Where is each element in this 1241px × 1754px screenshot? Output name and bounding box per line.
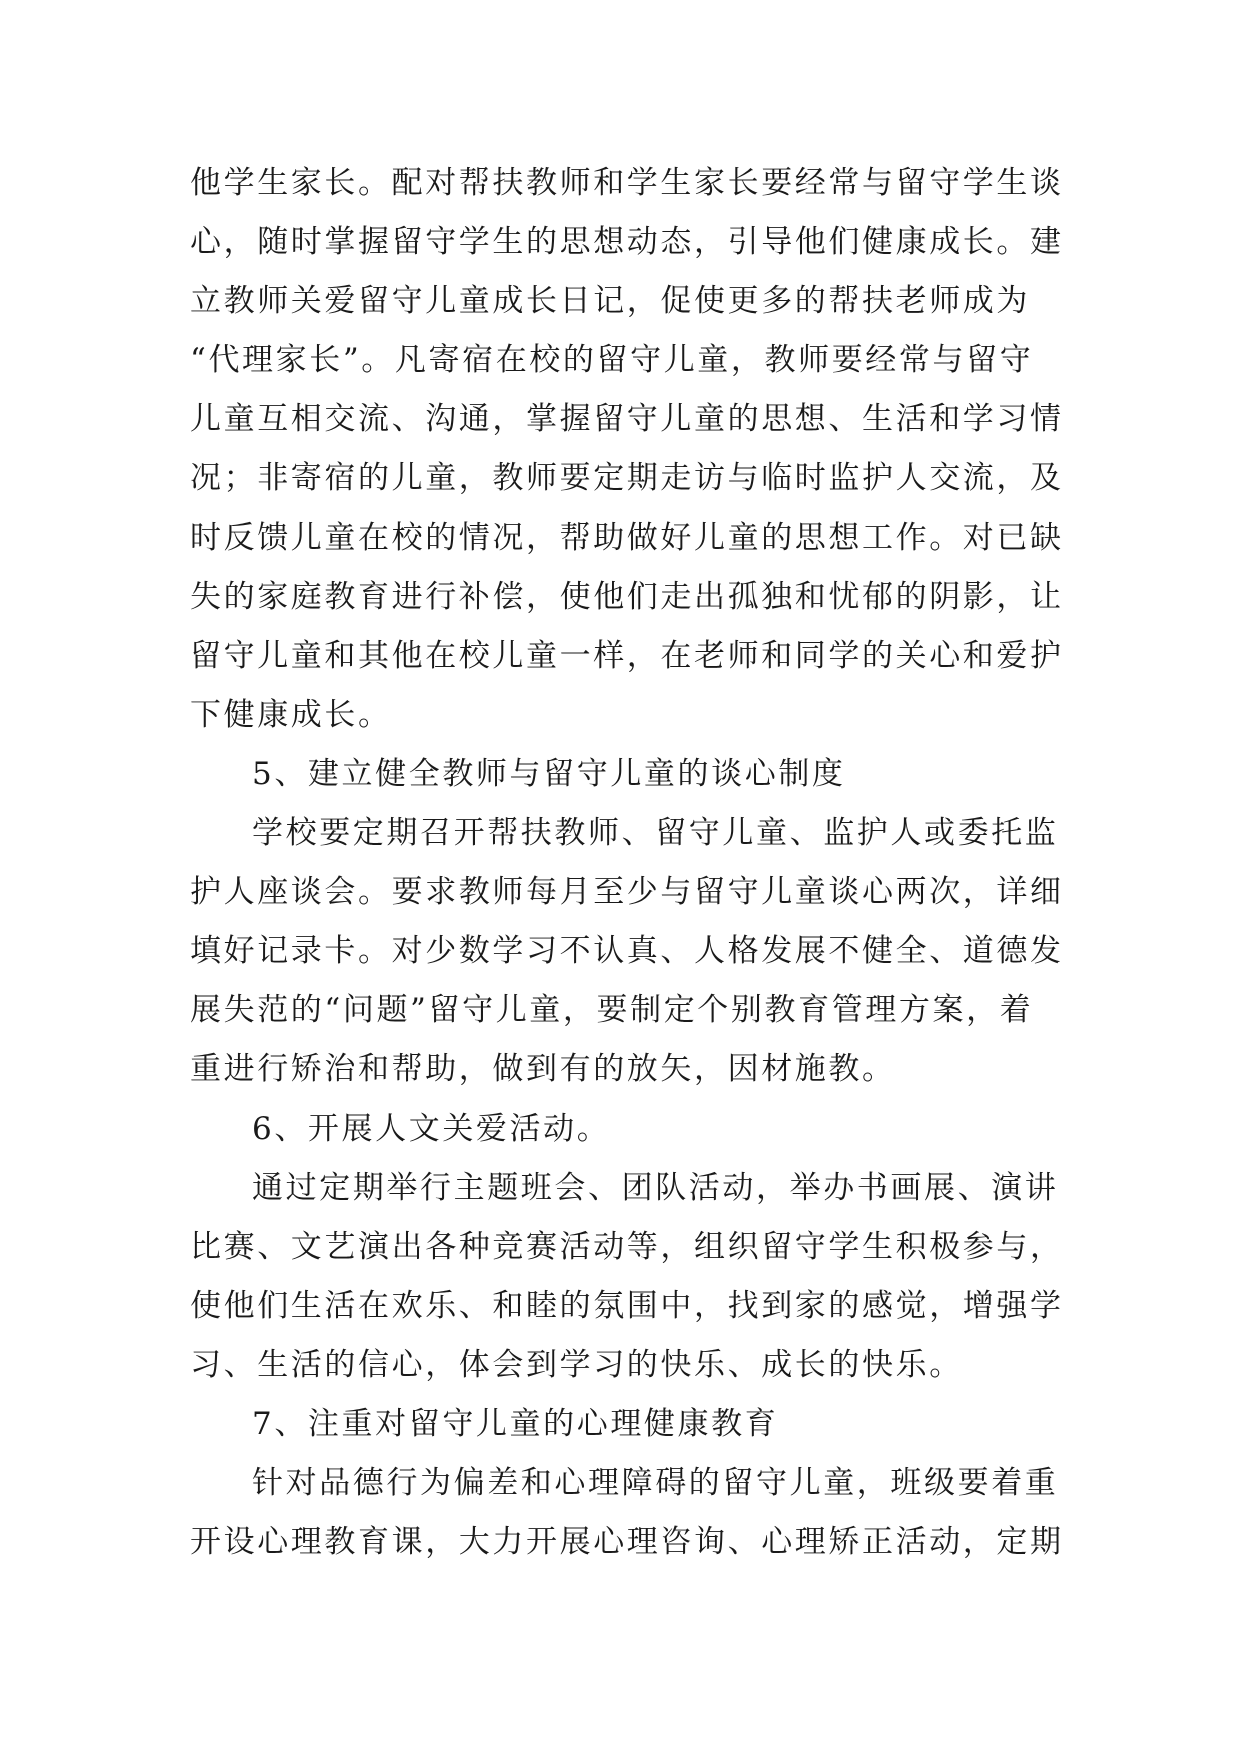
text-line: 填好记录卡。对少数学习不认真、人格发展不健全、道德发 [190, 933, 1064, 970]
paragraph-start-line: 通过定期举行主题班会、团队活动，举办书画展、演讲 [252, 1169, 1059, 1206]
text-line: 他学生家长。配对帮扶教师和学生家长要经常与留守学生谈 [190, 165, 1064, 201]
paragraph-start-line: 5、建立健全教师与留守儿童的谈心制度 [252, 755, 846, 792]
text-line: 时反馈儿童在校的情况，帮助做好儿童的思想工作。对已缺 [190, 519, 1064, 556]
paragraph-start-line: 7、注重对留守儿童的心理健康教育 [252, 1405, 779, 1442]
paragraph-start-line: 学校要定期召开帮扶教师、留守儿童、监护人或委托监 [252, 815, 1059, 852]
text-line: 开设心理教育课，大力开展心理咨询、心理矫正活动，定期 [190, 1524, 1064, 1561]
paragraph-start-line: 针对品德行为偏差和心理障碍的留守儿童，班级要着重 [252, 1465, 1059, 1502]
text-line: 习、生活的信心，体会到学习的快乐、成长的快乐。 [190, 1346, 963, 1383]
text-line: 况；非寄宿的儿童，教师要定期走访与临时监护人交流，及 [190, 460, 1064, 497]
text-line: 立教师关爱留守儿童成长日记，促使更多的帮扶老师成为 [190, 283, 1030, 320]
body-text [190, 154, 1064, 1572]
text-line: 使他们生活在欢乐、和睦的氛围中，找到家的感觉，增强学 [190, 1287, 1064, 1324]
text-line: 护人座谈会。要求教师每月至少与留守儿童谈心两次，详细 [190, 874, 1064, 911]
text-line: 展失范的“问题”留守儿童，要制定个别教育管理方案，着 [190, 992, 1034, 1029]
paragraph-start-line: 6、开展人文关爱活动。 [252, 1110, 611, 1147]
text-line: 比赛、文艺演出各种竞赛活动等，组织留守学生积极参与， [190, 1228, 1064, 1265]
text-line: 失的家庭教育进行补偿，使他们走出孤独和忧郁的阴影，让 [190, 578, 1064, 615]
text-line: 心，随时掌握留守学生的思想动态，引导他们健康成长。建 [190, 224, 1064, 261]
text-line: “代理家长”。凡寄宿在校的留守儿童，教师要经常与留守 [190, 342, 1034, 379]
text-line: 留守儿童和其他在校儿童一样，在老师和同学的关心和爱护 [190, 637, 1064, 674]
text-line: 下健康成长。 [190, 696, 392, 733]
text-line: 重进行矫治和帮助，做到有的放矢，因材施教。 [190, 1051, 896, 1088]
text-line: 儿童互相交流、沟通，掌握留守儿童的思想、生活和学习情 [190, 401, 1064, 438]
